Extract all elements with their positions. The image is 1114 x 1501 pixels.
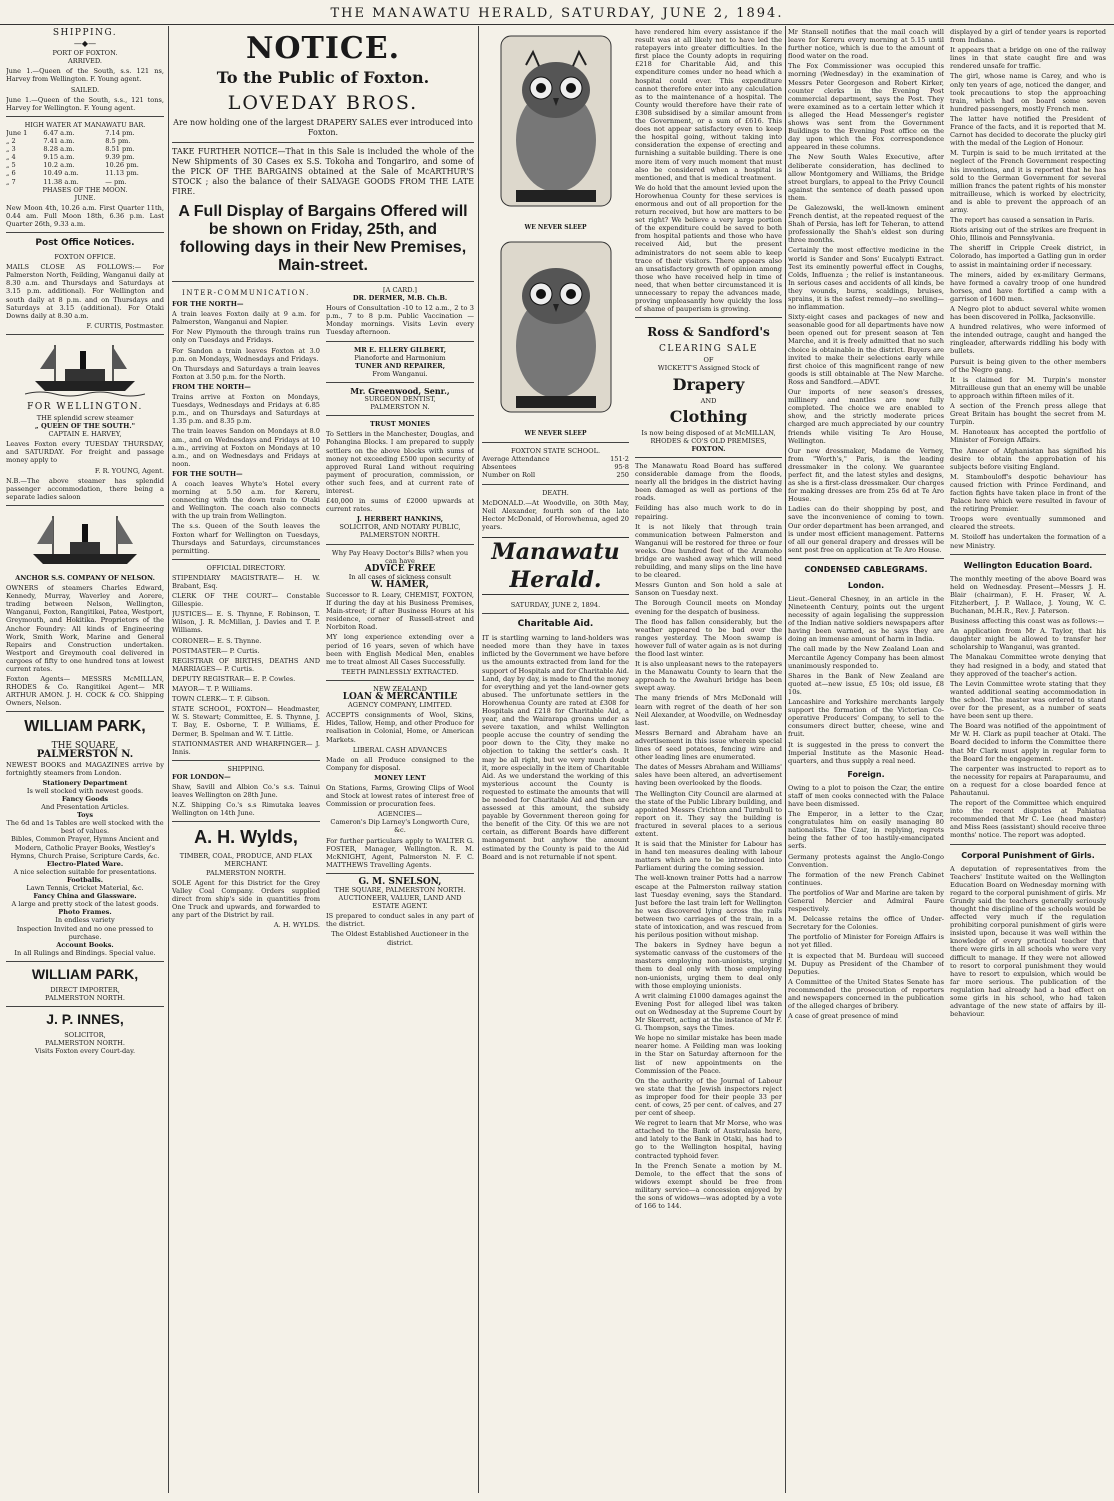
news-paragraph: It is also unpleasant news to the ratepayers in the Manawatu County to learn that the approach to the Awahuri bridge has been swept away.	[635, 660, 782, 693]
north-1: A train leaves Foxton daily at 9 a.m. for Palmerston, Wanganui and Napier.	[172, 310, 320, 327]
column-4-subcolumns	[788, 26, 1106, 1022]
divider	[172, 142, 474, 143]
post-office-sub: FOXTON OFFICE.	[54, 253, 116, 262]
official-item: POSTMASTER— P. Curtis.	[172, 646, 260, 655]
divider	[6, 116, 164, 117]
south-2: The s.s. Queen of the South leaves the Foxton wharf for Wellington on Tuesdays, Thursdays and Saturdays, circumstances permitting.	[172, 522, 320, 555]
wp-item: Bibles, Common Prayer, Hymns Ancient and Modern, Catholic Prayer Books, Westley's Hymns, Church Praise, Scripture Cards, &c.	[10, 835, 160, 860]
agencies-more: For further particulars apply to WALTER G. FOSTER, Manager, Wellington. R. M. McKNIGHT, Agent, Palmerston N. F. C. MATTHEWS Travelling Agents.	[326, 836, 474, 869]
official-item: STATIONMASTER AND WHARFINGER— J. Innis.	[172, 739, 320, 756]
clearing-heading: CLEARING SALE	[659, 344, 758, 355]
news-paragraph: The portfolio of Minister for Foreign Affairs is not yet filled.	[788, 933, 944, 950]
wylds-sign: A. H. WYLDS.	[273, 921, 320, 930]
column-rule	[478, 26, 479, 1493]
news-paragraph: The well-known trainer Potts had a narrow escape at the Palmerston railway station last Tuesday evening, says the Standard. Just before the last train left for Wellington he was discovered lying across the rails between two carriages of the train, in a state of intoxication, and was rescued from his perilous position without mishap.	[635, 874, 782, 940]
news-paragraph: The miners, aided by ex-military Germans, have formed a cavalry troop of one hundred horses, and have fortified a camp with a garrison of 1600 men.	[950, 270, 1106, 303]
moon-text: New Moon 4th, 10.26 a.m. First Quarter 11th, 0.44 am. Full Moon 18th, 6.36 p.m. Last Quarter 26th, 9.33 a.m.	[6, 203, 164, 228]
divider	[788, 558, 944, 559]
bargains-heading: A Full Display of Bargains Offered will be shown on Friday, 25th, and following days in their New Premises, Main-street.	[178, 203, 468, 274]
wp-item: Fancy Goods	[61, 795, 109, 803]
anchor-steamer-illustration	[25, 510, 145, 570]
steamship-illustration	[25, 339, 145, 399]
greenwood-heading: Mr. Greenwood, Senr.,	[350, 385, 450, 396]
steamer-nb: N.B.—The above steamer has splendid passenger accommodation, there being a separate ladies saloon	[6, 476, 164, 501]
hamer-heading: W. HAMER,	[371, 579, 429, 590]
wylds-text: SOLE Agent for this District for the Grey Valley Coal Company. Orders supplied direct from ship's side in quantities from One Truck and upwards, and forwarded to any part of the District by rail.	[172, 878, 320, 919]
money-lent-text: On Stations, Farms, Growing Clips of Wool and Stock at lowest rates of interest free of Commission or procuration fees.	[326, 783, 474, 809]
subcolumn-right	[635, 26, 782, 1212]
for-london: FOR LONDON—	[172, 772, 231, 781]
wickett-text: WICKETT'S Assigned Stock of	[657, 364, 760, 373]
gilbert-sub: Pianoforte and Harmonium	[354, 353, 446, 362]
news-paragraph: The Borough Council meets on Monday evening for the despatch of business.	[635, 599, 782, 616]
news-paragraph: The report of the Committee which enquired into the recent disputes at Pahiatua recommended that Mr C. Lee (head master) and Miss Rees (assistant) should receive three months' notice. The report was adopted.	[950, 799, 1106, 840]
tide-row: „ 7 11.38 a.m. — pm.	[6, 177, 127, 186]
of-label: OF	[703, 356, 714, 365]
william-park-2-sub: DIRECT IMPORTER,	[50, 985, 120, 994]
sailed-label: SAILED.	[70, 85, 100, 94]
death-text: McDONALD.—At Woodville, on 30th May, Neil Alexander, fourth son of the late Hector McDonald, of Horowhenua, aged 20 years.	[482, 498, 629, 531]
tide-row: „ 5 10.2 a.m. 10.26 pm.	[6, 161, 139, 170]
news-paragraph: M. Delcasse retains the office of Under-Secretary for the Colonies.	[788, 915, 944, 932]
to-public-heading: To the Public of Foxton.	[216, 68, 430, 87]
news-paragraph: The monthly meeting of the above Board was held on Wednesday. Present—Messrs J. H. Blair (chairman), F. H. Fraser, W. A. Fitzherbert, J. P. Wallace, J. Young, W. C. Buchanan, M.H.R., Rev. J. Paterson.	[950, 574, 1106, 615]
snelson-more: The Oldest Established Auctioneer in the district.	[331, 930, 469, 947]
snelson-sub: THE SQUARE, PALMERSTON NORTH. AUCTIONEER, VALUER, LAND AND ESTATE AGENT.	[334, 886, 466, 911]
steamer-agent: F. R. YOUNG, Agent.	[94, 466, 164, 475]
divider	[326, 873, 474, 874]
doctor-question: Why Pay Heavy Doctor's Bills? when you can have	[331, 548, 469, 565]
wp-item: In endless variety	[55, 916, 115, 925]
gilbert-trade: TUNER AND REPAIRER,	[354, 361, 446, 370]
divider	[635, 457, 782, 458]
news-paragraph: Germany protests against the Anglo-Congo Convention.	[788, 852, 944, 869]
loveday-heading: LOVEDAY BROS.	[227, 92, 419, 114]
postmaster: F. CURTIS, Postmaster.	[86, 321, 164, 330]
column-1	[6, 26, 164, 1493]
drapery-heading: Drapery	[672, 374, 745, 394]
tide-row: „ 3 8.28 a.m. 8.51 pm.	[6, 145, 135, 154]
from-north-2: The train leaves Sandon on Mondays at 8.0 am., and on Wednesdays and Fridays at 10 a.m., arriving at Foxton on Mondays at 10 a.m., and on Wednesdays and Fridays at noon.	[172, 427, 320, 468]
divider	[6, 505, 164, 506]
news-paragraph: The sheriff in Cripple Creek district, in Colorado, has imported a Gatling gun in order to assist in maintaining order if necessary.	[950, 244, 1106, 269]
dermer-card: [A CARD.]	[383, 286, 417, 294]
hankins-heading: J. HERBERT HANKINS,	[356, 515, 444, 524]
masthead: THE MANAWATU HERALD, SATURDAY, JUNE 2, 1894.	[0, 6, 1114, 25]
divider	[6, 334, 164, 335]
port-heading: PORT OF FOXTON.	[52, 49, 118, 58]
column-3	[482, 26, 782, 1493]
william-park-heading: WILLIAM PARK,	[24, 718, 146, 736]
dermer-heading: DR. DERMER, M.B. Ch.B.	[352, 294, 448, 303]
wylds-heading: A. H. Wylds,	[194, 827, 298, 848]
wp-item: And Presentation Articles.	[41, 803, 129, 812]
divider	[482, 442, 629, 443]
news-paragraph: The Manawatu Road Board has suffered considerable damage from the floods, nearly all the bridges in the district having been damaged as well as portions of the roads.	[635, 461, 782, 503]
news-paragraph: The many friends of Mrs McDonald will learn with regret of the death of her son Neil Alexander, at Woodville, on Wednesday last.	[635, 694, 782, 727]
wp-item: Fancy China and Glassware.	[33, 892, 137, 901]
news-paragraph: De Galezowski, the well-known eminent French dentist, at the repeated request of the Shah of Persia, has left for Teheran, to attend professionally the Shah's eldest son during three months.	[788, 203, 944, 245]
divider	[326, 544, 474, 545]
tide-row: June 1 6.47 a.m. 7.14 pm.	[6, 128, 135, 137]
innes-sub: SOLICITOR,	[64, 1031, 106, 1040]
news-paragraph: Messrs Gunton and Son hold a sale at Sanson on Tuesday next.	[635, 581, 782, 598]
column-2-subcolumns	[172, 286, 474, 947]
london-heading: London.	[847, 580, 885, 590]
news-paragraph: The formation of the new French Cabinet continues.	[788, 870, 944, 887]
divider	[482, 484, 629, 485]
school-heading: FOXTON STATE SCHOOL.	[510, 447, 601, 456]
news-paragraph: Riots arising out of the strikes are frequent in Ohio, Illinois and Pennsylvania.	[950, 226, 1106, 243]
table-row: Absentees 95·8	[482, 463, 629, 472]
divider	[172, 760, 320, 761]
advice-heading: ADVICE FREE	[364, 563, 436, 574]
news-paragraph: The Manakau Committee wrote denying that they had resigned in a body, and stated that they approved of the teacher's action.	[950, 653, 1106, 678]
subcolumn-left	[172, 286, 320, 947]
news-paragraph: The bakers in Sydney have begun a systematic canvass of the customers of the masters employing non-unionists, urging them to deal only with those employing non-unionists, urging them to deal only with those employing unionists.	[635, 941, 782, 990]
news-paragraph: It is said that the Minister for Labour has in hand ten measures dealing with labour matters which are to be introduced into Parliament during the coming session.	[635, 840, 782, 873]
divider	[6, 711, 164, 712]
news-paragraph: A Committee of the United States Senate has recommended the prosecution of reporters and newspapers concerned in the publication of the alleged charges of bribery.	[788, 977, 944, 1011]
tide-row: „ 2 7.41 a.m. 8.5 pm.	[6, 137, 131, 146]
news-paragraph: It is suggested in the press to convert the Imperial Institute as the Masonic Head-quarters, and thus supply a real need.	[788, 740, 944, 765]
news-paragraph: It is not likely that through train communication between Palmerston and Wanganui will be restored for three or four weeks. One hundred feet of the Aramoho bridge are washed away which will need rebuilding, and many slips on the line have to be cleared.	[635, 522, 782, 580]
north-2: For New Plymouth the through trains run only on Tuesdays and Fridays.	[172, 328, 320, 345]
steamer-text: Leaves Foxton every TUESDAY THURSDAY, and SATURDAY. For freight and passage money apply to	[6, 440, 164, 465]
news-paragraph: displayed by a girl of tender years is reported from Indiana.	[950, 28, 1106, 45]
arrived-label: ARRIVED.	[67, 57, 103, 66]
nz-loan: LOAN & MERCANTILE	[342, 692, 458, 703]
news-paragraph: In the French Senate a motion by M. Demole, to the effect that the sons of widows exempt should be free from military service—a concession enjoyed by the sons of widows—was adopted by a vote of 166 to 144.	[635, 1161, 782, 1211]
agencies-text: Cameron's Dip Larney's Longworth Cure, &c.	[330, 818, 470, 835]
news-paragraph: The Emperor, in a letter to the Czar, congratulates him on easily managing 80 nationalists. The Czar, in replying, regrets being the father of too hastily-emancipated serfs.	[788, 810, 944, 851]
london-2: N.Z. Shipping Co.'s s.s Rimutaka leaves Wellington on 14th June.	[172, 801, 320, 818]
owl-label-2: WE NEVER SLEEP	[524, 430, 587, 438]
snelson-text: IS prepared to conduct sales in any part of the district.	[326, 912, 474, 929]
ross-heading: Ross & Sandford's	[647, 325, 770, 340]
news-paragraph: A Negro plot to abduct several white women has been discovered in Pollka, Jacksonville.	[950, 305, 1106, 322]
high-water-heading: HIGH WATER AT MANAWATU BAR.	[24, 120, 146, 129]
news-paragraph: Messrs Bernard and Abraham have an advertisement in this issue wherein special lines of seed potatoes, fencing wire and other leading lines are enumerated.	[635, 728, 782, 762]
column-4	[788, 26, 1106, 1493]
nz-sub: AGENCY COMPANY, LIMITED.	[347, 701, 453, 710]
divider	[950, 844, 1106, 845]
take-notice-text: TAKE FURTHER NOTICE—That in this Sale is included the whole of the New Shipments of 30 Cases ex S.S. Tokoha and Tongariro, and some of the PICK OF THE BARGAINS obtained at the Sale of McARTHUR'S STOCK ; also the balance of their SALVAGE GOODS FROM THE LATE FIRE.	[172, 147, 474, 196]
news-paragraph: Certainly the most effective medicine in the world is Sander and Sons' Eucalypti Extract. Test its eminently powerful effect in Coughs, Colds, Influenza ; the relief is instantaneous. In serious cases and accidents of all kinds, be they wounds, burns, scaldings, bruises, sprains, it is the safest remedy—no swelling—no inflammation.	[788, 246, 944, 312]
news-paragraph: A section of the French press allege that Great Britain has bought the secret from M. Turpin.	[950, 402, 1106, 427]
greenwood-sub: SURGEON DENTIST,	[364, 395, 436, 404]
death-heading: DEATH.	[542, 488, 569, 497]
anchor-text: OWNERS of steamers Charles Edward, Kennedy, Murray, Waverley and Aorere, trading between Nelson, Wellington, Wanganui, Foxton, Rangitikei, Patea, Westport, Greymouth, and Hokitika. Proprietors of the Anchor Foundry: All kinds of Engineering Work, Smith Work, Marine and General Repairs and Construction undertaken. Westport and Greymouth coal delivered in cargoes of fifty to one hundred tons at lowest current rates.	[6, 584, 164, 673]
inter-heading: INTER-COMMUNICATION.	[182, 289, 310, 297]
wylds-sub: TIMBER, COAL, PRODUCE, AND FLAX MERCHANT.	[179, 852, 313, 869]
innes-heading: J. P. INNES,	[46, 1011, 124, 1028]
and-label: AND	[700, 396, 717, 405]
news-paragraph: Lieut.-General Chesney, in an article in the Nineteenth Century, points out the urgent necessity of again legalising the suppression of the Indian native soldiers newspapers after having been warned, as he says they are doing an immense amount of harm in India.	[788, 594, 944, 644]
greenwood-town: PALMERSTON N.	[370, 403, 430, 412]
owl-illustration-2	[491, 236, 621, 426]
news-paragraph: The New South Wales Executive, after deliberate consideration, has declined to allow Montgomery and Williams, the Bridge street burglars, to appeal to the Privy Council against the sentence of death passed upon them.	[788, 153, 944, 202]
william-park-2-heading: WILLIAM PARK,	[31, 965, 139, 982]
news-paragraph: It is expected that M. Burdeau will succeed M. Dupuy as President of the Chamber of Deputies.	[788, 951, 944, 976]
nz-heading: NEW ZEALAND	[373, 684, 427, 693]
william-park-books: NEWEST BOOKS and MAGAZINES arrive by fortnightly steamers from London.	[6, 760, 164, 777]
news-paragraph: We hope no similar mistake has been made nearer home. A Feilding man was looking in the Star on Saturday afternoon for the list of new appointments on the Commission of the Peace.	[635, 1034, 782, 1075]
subcolumn-right	[326, 286, 474, 947]
news-paragraph: Lancashire and Yorkshire merchants largely support the formation of the Victorian Co-operative Producers' Company, to sell to the consumers direct butter, cheese, wine and fruit.	[788, 698, 944, 739]
news-paragraph: An application from Mr A. Taylor, that his daughter might be allowed to transfer her scholarship to Wanganui, was granted.	[950, 627, 1106, 652]
divider	[950, 554, 1106, 555]
wylds-town: PALMERSTON NORTH.	[206, 868, 286, 877]
north-3: For Sandon a train leaves Foxton at 3.0 p.m. on Mondays, Wednesdays and Fridays.	[172, 346, 320, 363]
official-item: REGISTRAR OF BIRTHS, DEATHS AND MARRIAGES— P. Curtis.	[172, 656, 320, 673]
news-paragraph: The call made by the New Zealand Loan and Mercantile Agency Company has been almost unanimously responded to.	[788, 645, 944, 670]
news-paragraph: The flood has fallen considerably, but the weather appeared to be bad over the ranges yesterday. The Moon swamp is however full of water again as is not during the flood last winter.	[635, 617, 782, 658]
william-park-town: PALMERSTON N.	[36, 748, 134, 760]
official-item: CORONER— E. S. Thynne.	[172, 636, 262, 645]
charitable-paragraph: IT is startling warning to land-holders was needed more than they have in taxes inflicted by the Government we have before us the amounts extracted from land for the support of Hospitals and for Charitable Aid. Land, day by day, is made to find the money for everything and yet the land-owner gets abused. The unfortunate settlers in the Horowhenua County are rated at £308 for Hospitals and £218 for Charitable Aid, a year, and the Wairarapa groans under as severe taxation, and whilst Wellington people accuse the country of sending the poor down to the City, they make no objection to taking the settler's cash. It may be all right, but we very much doubt it, more especially in the item of Charitable Aid. As we understand the working of this mysterious account the County is requested to estimate the amounts that will be needed for Charitable Aid and then are assessed at this amount, the subsidy payable by Government thereon going for the benefit of the City. Of this we are not certain, as different Boards have different management but anyhow the amount estimated by the County is paid to the Aid Board and is not returnable if not spent.	[482, 634, 629, 861]
corporal-heading: Corporal Punishment of Girls.	[961, 850, 1095, 860]
column-3-subcolumns	[482, 26, 782, 1212]
news-paragraph: A writ claiming £1000 damages against the Evening Post for alleged libel was taken out on Wednesday at the Supreme Court by Mr Skerrett, acting at the instance of Mr F. G. Thompson, says the Times.	[635, 991, 782, 1033]
education-board-heading: Wellington Education Board.	[963, 560, 1093, 570]
subcolumn-left	[482, 26, 629, 1212]
divider	[326, 341, 474, 342]
moon-month: JUNE.	[74, 193, 96, 202]
news-paragraph: Pursuit is being given to the other members of the Negro gang.	[950, 357, 1106, 374]
official-item: CLERK OF THE COURT— Constable Gillespie.	[172, 592, 320, 609]
owl-illustration	[491, 30, 621, 220]
post-office-text: MAILS CLOSE AS FOLLOWS:— For Palmerston North, Feilding, Wanganui daily at 8.30 a.m. and Thursdays and Saturdays at 3.15 p.m. additional). For Wellington and south daily at 8 p.m. and on Thursdays and Saturdays at 3.15 (additional). For Otaki Downs daily at 8.30 a.m.	[6, 263, 164, 320]
news-paragraph: Ladies can do their shopping by post, and save the inconvenience of coming to town. Our order department has been arranged, and is under most efficient management. Patterns of all our general drapery and dresses will be sent post free on application at Te Aro House.	[788, 505, 944, 554]
news-paragraph: It is claimed for M. Turpin's monster Mitrailleuse gun that an enemy will be unable to approach within fifteen miles of it.	[950, 375, 1106, 400]
news-paragraph: The dates of Messrs Abraham and Williams' sales have been altered, an advertisement having been overlooked by the floods.	[635, 763, 782, 788]
news-paragraph: The Fox Commissioner was occupied this morning (Wednesday) in the examination of Messrs Peter Georgeson and Robert Kirker, counter clerks in the Evening Post commercial department, says the Post. They were examined as to a certain letter which it is alleged the Head Messenger's register shows was sent from the Government Buildings to the Evening Post office on the day upon which the Fox correspondence appeared in these columns.	[788, 62, 944, 152]
divider	[482, 613, 629, 614]
wp-item: Stationery Department	[42, 778, 128, 787]
news-paragraph: Business affecting this coast was as follows:—	[950, 617, 1105, 626]
news-paragraph: The Ameer of Afghanistan has signified his desire to obtain the approbation of his subjects before visiting England.	[950, 446, 1106, 471]
news-paragraph: On the authority of the Journal of Labour we state that the Jewish inspectors reject as improper food for their people 33 per cent. of cows, 25 per cent. of calves, and 27 per cent of sheep.	[635, 1076, 782, 1118]
news-paragraph: A hundred relatives, who were informed of the intended outrage, caught and hanged the ringleader, afterwards riddling his body with bullets.	[950, 323, 1106, 356]
divider	[172, 821, 320, 822]
hankins-sub: SOLICITOR, AND NOTARY PUBLIC, PALMERSTON NORTH.	[339, 523, 461, 540]
divider	[172, 281, 474, 282]
for-north: FOR THE NORTH—	[172, 300, 244, 309]
london-1: Shaw, Savill and Albion Co.'s s.s. Tainui leaves Wellington on 28th June.	[172, 782, 320, 800]
south-1: A coach leaves Whyte's Hotel every morning at 5.50 a.m. for Kereru, connecting with the down train to Otaki and Wellington. The coach also connects with the up train from Wellington.	[172, 479, 320, 521]
wp-item: Is well stocked with newest goods.	[26, 786, 144, 795]
for-wellington-heading: FOR WELLINGTON.	[27, 401, 143, 412]
post-office-heading: Post Office Notices.	[35, 238, 135, 249]
notice-heading: NOTICE.	[245, 31, 401, 66]
steamer-sub: THE splendid screw steamer	[36, 414, 134, 422]
news-paragraph: The girl, whose name is Carey, and who is only ten years of age, noticed the danger, and took precautions to stop the approaching train, which had on board some seven hundred passengers, mostly French men.	[950, 72, 1106, 113]
subcolumn-right	[950, 26, 1106, 1022]
news-paragraph: Owing to a plot to poison the Czar, the entire staff of men cooks connected with the Palace have been dismissed.	[788, 783, 944, 808]
clothing-heading: Clothing	[669, 406, 748, 426]
official-heading: OFFICIAL DIRECTORY.	[206, 563, 286, 572]
wp-item: The 6d and 1s Tables are well stocked with the best of values.	[6, 819, 164, 836]
column-2	[172, 26, 474, 1493]
innes-text: Visits Foxton every Court-day.	[34, 1047, 136, 1056]
hamer-more: MY long experience extending over a period of 16 years, seven of which have been with English Medical Men, enables me to treat almost All Cases Successfully.	[326, 633, 474, 666]
wp-item: Lawn Tennis, Cricket Material, &c.	[26, 884, 144, 893]
sailed-text: June 1.—Queen of the South, s.s., 121 tons, Harvey for Wellington. F. Young agent.	[6, 95, 164, 112]
anchor-heading: ANCHOR S.S. COMPANY OF NELSON.	[15, 573, 155, 582]
advice-sub: In all cases of sickness consult	[348, 572, 452, 581]
william-park-2-town: PALMERSTON NORTH.	[45, 993, 125, 1002]
tide-table	[6, 129, 164, 186]
news-paragraph: The carpenter was instructed to report as to the necessity for repairs at Paraparaumu, and on a request for a close boarded fence at Pahautanui.	[950, 764, 1106, 797]
captain: CAPTAIN E. HARVEY,	[48, 430, 122, 439]
arrived-text: June 1.—Queen of the South, s.s. 121 ns, Harvey from Wellington. F. Young agent.	[6, 67, 164, 84]
column-rule	[168, 26, 169, 1493]
tide-row: „ 6 10.49 a.m. 11.13 pm.	[6, 169, 139, 178]
wp-item: Electro-Plated Ware.	[46, 859, 124, 868]
moon-heading: PHASES OF THE MOON.	[42, 185, 128, 194]
wp-item: Photo Frames.	[58, 908, 112, 917]
official-item: STATE SCHOOL, FOXTON— Headmaster, W. S. Stewart; Committee, E. S. Thynne, J. T. Bay, E. Osborne, T. P. Williams, E. Dermer, B. Spelman and W. T. Little.	[172, 705, 320, 738]
steamer-name: „ QUEEN OF THE SOUTH."	[34, 422, 136, 431]
tide-row: „ 4 9.15 a.m. 9.39 pm.	[6, 153, 135, 162]
news-paragraph: The Board was notified of the appointment of Mr W. H. Clark as pupil teacher at Otaki. The Board decided to inform the Committee there that Mr Clark must apply in regular form to the Board for the engagement.	[950, 722, 1106, 763]
news-paragraph: A deputation of representatives from the Teachers' Institute waited on the Wellington Education Board on Wednesday morning with regard to the corporal punishment of girls. Mr Grundy said the teachers generally seriously thought the discipline of the schools would be affected very much if the regulation prohibiting corporal punishment of girls were insisted upon, because it was well within the knowledge of every practical teacher that there were girls in all schools who were very difficult to manage. If they were not allowed to resort to corporal punishment they would have to resort to expulsion, which would be far more serious. The publication of the regulation had already had a bad effect on some girls in his school, who had taken advantage of the new state of affairs by ill-behaviour.	[950, 864, 1106, 1019]
william-park-sub: THE SQUARE,	[51, 741, 119, 752]
wp-item: A nice selection suitable for presentations.	[13, 867, 157, 876]
hamer-text: Successor to R. Leary, CHEMIST, FOXTON, If during the day at his Business Premises, Main-street; if after Business Hours at his residence, corner of Russell-street and Norbiton Road.	[326, 591, 474, 632]
herald-masthead: Manawatu Herald.	[482, 537, 629, 595]
innes-town: PALMERSTON NORTH.	[45, 1039, 125, 1048]
news-paragraph: Our new dressmaker, Madame de Verney, from "Worth's," Paris, is the leading dressmaker in the colony. We guarantee perfect fit, and the latest styles and designs, as she is a first-class dressmaker. Our charges for making dresses are from 25s 6d at Te Aro House.	[788, 446, 944, 504]
disposed-text: Is now being disposed of at McMILLAN, RHODES & CO'S OLD PREMISES,	[641, 428, 776, 445]
wp-item: A large and pretty stock of the latest goods.	[11, 900, 159, 909]
wp-item: In all Rulings and Bindings. Special value.	[14, 948, 156, 957]
nz-text: ACCEPTS consignments of Wool, Skins, Hides, Tallow, Hemp, and other Produce for realisation in Colonial, Home, or American Markets.	[326, 711, 474, 744]
official-item: MAYOR— T. P. Williams.	[172, 685, 253, 694]
news-paragraph: We regret to learn that Mr Morse, who was attached to the Bank of Australasia here, and lately to the Bank in Otaki, has had to go to the Wellington hospital, having contracted typhoid fever.	[635, 1119, 782, 1160]
gilbert-heading: MR E. ELLERY GILBERT,	[353, 345, 447, 354]
divider	[6, 232, 164, 233]
column-rule	[785, 26, 786, 1493]
official-item: DEPUTY REGISTRAR— E. P. Cowles.	[172, 674, 296, 683]
official-item: JUSTICES— E. S. Thynne, F. Robinson, T. Wilson, J. R. McMillan, J. Davies and T. P. Williams.	[172, 610, 320, 635]
news-paragraph: It appears that a bridge on one of the railway lines in that state caught fire and was rendered unsafe for traffic.	[950, 46, 1106, 71]
agencies-heading: AGENCIES—	[377, 810, 423, 819]
wp-item: Toys	[76, 811, 94, 820]
news-paragraph: Feilding has also much work to do in repairing.	[635, 504, 782, 521]
gilbert-town: From Wanganui.	[372, 369, 428, 378]
wp-item: Account Books.	[56, 940, 114, 949]
news-paragraph: M. Hanoteaux has accepted the portfolio of Minister of Foreign Affairs.	[950, 428, 1106, 445]
wp-item: Inspection Invited and no one pressed to purchase.	[16, 924, 154, 941]
teeth-text: TEETH PAINLESSLY EXTRACTED.	[341, 667, 459, 676]
trust-heading: TRUST MONIES	[369, 420, 431, 429]
table-row: Number on Roll 250	[482, 471, 629, 480]
official-item: STIPENDIARY MAGISTRATE— H. W. Brabant, Esq.	[172, 573, 320, 590]
news-paragraph: Troops were eventually summoned and cleared the streets.	[950, 515, 1106, 532]
news-paragraph: Sixty-eight cases and packages of new and seasonable good for all departments have now been opened out for present season at Ten Marche, and it is freely admitted that no such choice is obtainable in the district. Buyers are invited to make their selections early while first choice of this magnificent range of new goods is still obtainable at The New Marche. Ross and Sandford.—ADVT.	[788, 313, 944, 386]
wp-item: Footballs.	[66, 875, 104, 884]
school-table	[482, 455, 629, 479]
herald-date: SATURDAY, JUNE 2, 1894.	[510, 601, 601, 610]
news-paragraph: Our imports of new season's dresses, millinery and mantles are now fully completed. The choice we are enabled to show, and the strictly moderate prices charged are much appreciated by our country friends while visiting Te Aro House, Wellington.	[788, 388, 944, 445]
money-lent-heading: MONEY LENT	[374, 773, 426, 782]
news-paragraph: The report has caused a sensation in Paris.	[950, 216, 1095, 225]
anchor-agents: Foxton Agents— MESSRS McMILLAN, RHODES & Co. Rangitikei Agent— MR ARTHUR AMON. J. H. COCK & CO. Shipping Owners, Nelson.	[6, 675, 164, 708]
divider	[172, 559, 320, 560]
official-item: TOWN CLERK— T. F. Gibson.	[172, 695, 270, 704]
news-paragraph: The Levin Committee wrote stating that they wanted additional seating accommodation in the school. The master was ordered to stand over for the present, as a number of seats have been sent up there.	[950, 679, 1106, 721]
news-paragraph: Mr Stansell notifies that the mail coach will leave for Kereru every morning at 5.15 until further notice, which is due to the amount of flood water on the road.	[788, 28, 944, 61]
owl-label: WE NEVER SLEEP	[524, 224, 587, 231]
table-row: Average Attendance 151·2	[482, 455, 629, 464]
from-north: FROM THE NORTH—	[172, 382, 251, 391]
loveday-text: Are now holding one of the largest DRAPERY SALES ever introduced into Foxton.	[173, 118, 473, 137]
news-paragraph: The Wellington City Council are alarmed at the state of the Public Library building, and appointed Messrs Crichton and Turnbull to report on it. They say the building is fractured in several places to a serious extent.	[635, 789, 782, 838]
foxton-label: FOXTON.	[691, 444, 726, 453]
shipping-heading: SHIPPING.	[52, 28, 118, 38]
news-paragraph: A case of great presence of mind	[788, 1012, 899, 1021]
foreign-heading: Foreign.	[847, 769, 885, 779]
divider	[326, 415, 474, 416]
divider-ornament: —◆—	[73, 39, 97, 49]
divider	[326, 680, 474, 681]
liberal-text: Made on all Produce consigned to the Company for disposal.	[326, 755, 474, 772]
divider	[6, 961, 164, 962]
trust-more: £40,000 in sums of £2000 upwards at current rates.	[326, 497, 474, 514]
news-paragraph: Shares in the Bank of New Zealand are quoted at—new issue, £5 10s; old issue, £8 10s.	[788, 671, 944, 696]
liberal-heading: LIBERAL CASH ADVANCES	[352, 745, 448, 754]
shipping-heading-2: SHIPPING.	[227, 764, 265, 773]
charitable-paragraph: We do hold that the amount levied upon the Horowhenua County for these services is enormous and out of all proportion for the return received, but how are matters to be set right? We believe a very large portion of the expenditure could be saved to both from hospital patients and those who have received Aid, but the present administrators do not seem able to keep trace of their visitors. There appears also an unsatisfactory growth of opinion among those who have received help in time of need, that when better circumstanced it is unnecessary to repay the advances made, proving unpleasantly how quickly the loss of shame of pauperism is growing.	[635, 183, 782, 314]
for-south: FOR THE SOUTH—	[172, 469, 243, 478]
news-paragraph: The latter have notified the President of France of the facts, and it is reported that M. Carnot has decided to decorate the plucky girl with the medal of the Legion of Honour.	[950, 114, 1106, 148]
charitable-paragraph: have rendered him every assistance if the result was at all likely not to have led the ratepayers into greater difficulties. In the first place the County adopts in requiring £218 for Charitable Aid, and this expenditure comes under no head which a hospital could ever. This expenditure cannot therefore enter into any calculation as to the maintenance of a hospital. The County would therefore have their rate of £308 subsidised by a similar amount from the Government, or a sum of £616. This does not appear satisfactory even to keep the hospital going, without taking into consideration the expense of erecting and furnishing a suitable building. There is one more item of very much moment that must also be considered when a hospital is mentioned, and that is medical treatment.	[635, 28, 782, 182]
trust-text: To Settlers in the Manchester, Douglas, and Pohangina Blocks. I am prepared to supply settlers on the above blocks with sums of money not exceeding £500 upon security of approved Rural Land without requiring payment of procuration, commission, or other such fees, and at current rate of interest.	[326, 430, 474, 495]
news-paragraph: M. Stoiloff has undertaken the formation of a new Ministry.	[950, 533, 1106, 550]
news-paragraph: The portfolios of War and Marine are taken by General Mercier and Admiral Faure respectively.	[788, 888, 944, 914]
news-paragraph: M. Stambouloff's despotic behaviour has caused friction with Prince Ferdinand, and faction fights have taken place in front of the Palace here which were resulted in favour of the retiring Premier.	[950, 472, 1106, 514]
charitable-heading: Charitable Aid.	[517, 619, 594, 630]
divider	[635, 317, 782, 318]
from-north-1: Trains arrive at Foxton on Mondays, Tuesdays, Wednesdays and Fridays at 6.85 p.m., and on Thursdays and Saturdays at 1.35 p.m. and 8.35 p.m.	[172, 393, 320, 426]
divider	[6, 1006, 164, 1007]
subcolumn-left	[788, 26, 944, 1022]
dermer-text: Hours of Consultation -10 to 12 a.m., 2 to 3 p.m., 7 to 8 p.m. Public Vaccination — Monday mornings. Visits Levin every Tuesday afternoon.	[326, 304, 474, 337]
news-paragraph: M. Turpin is said to be much irritated at the neglect of the French Government respecting his inventions, and it is reported that he has sold to the German Government for several million francs the patent rights of his monster mitrailleuse, which is worked by electricity, and is able to prevent the approach of an army.	[950, 149, 1106, 214]
divider	[326, 382, 474, 383]
north-4: On Thursdays and Saturdays a train leaves Foxton at 3.50 p.m. for the North.	[172, 364, 320, 381]
snelson-heading: G. M. SNELSON,	[358, 876, 442, 887]
cablegrams-heading: CONDENSED CABLEGRAMS.	[804, 564, 928, 574]
